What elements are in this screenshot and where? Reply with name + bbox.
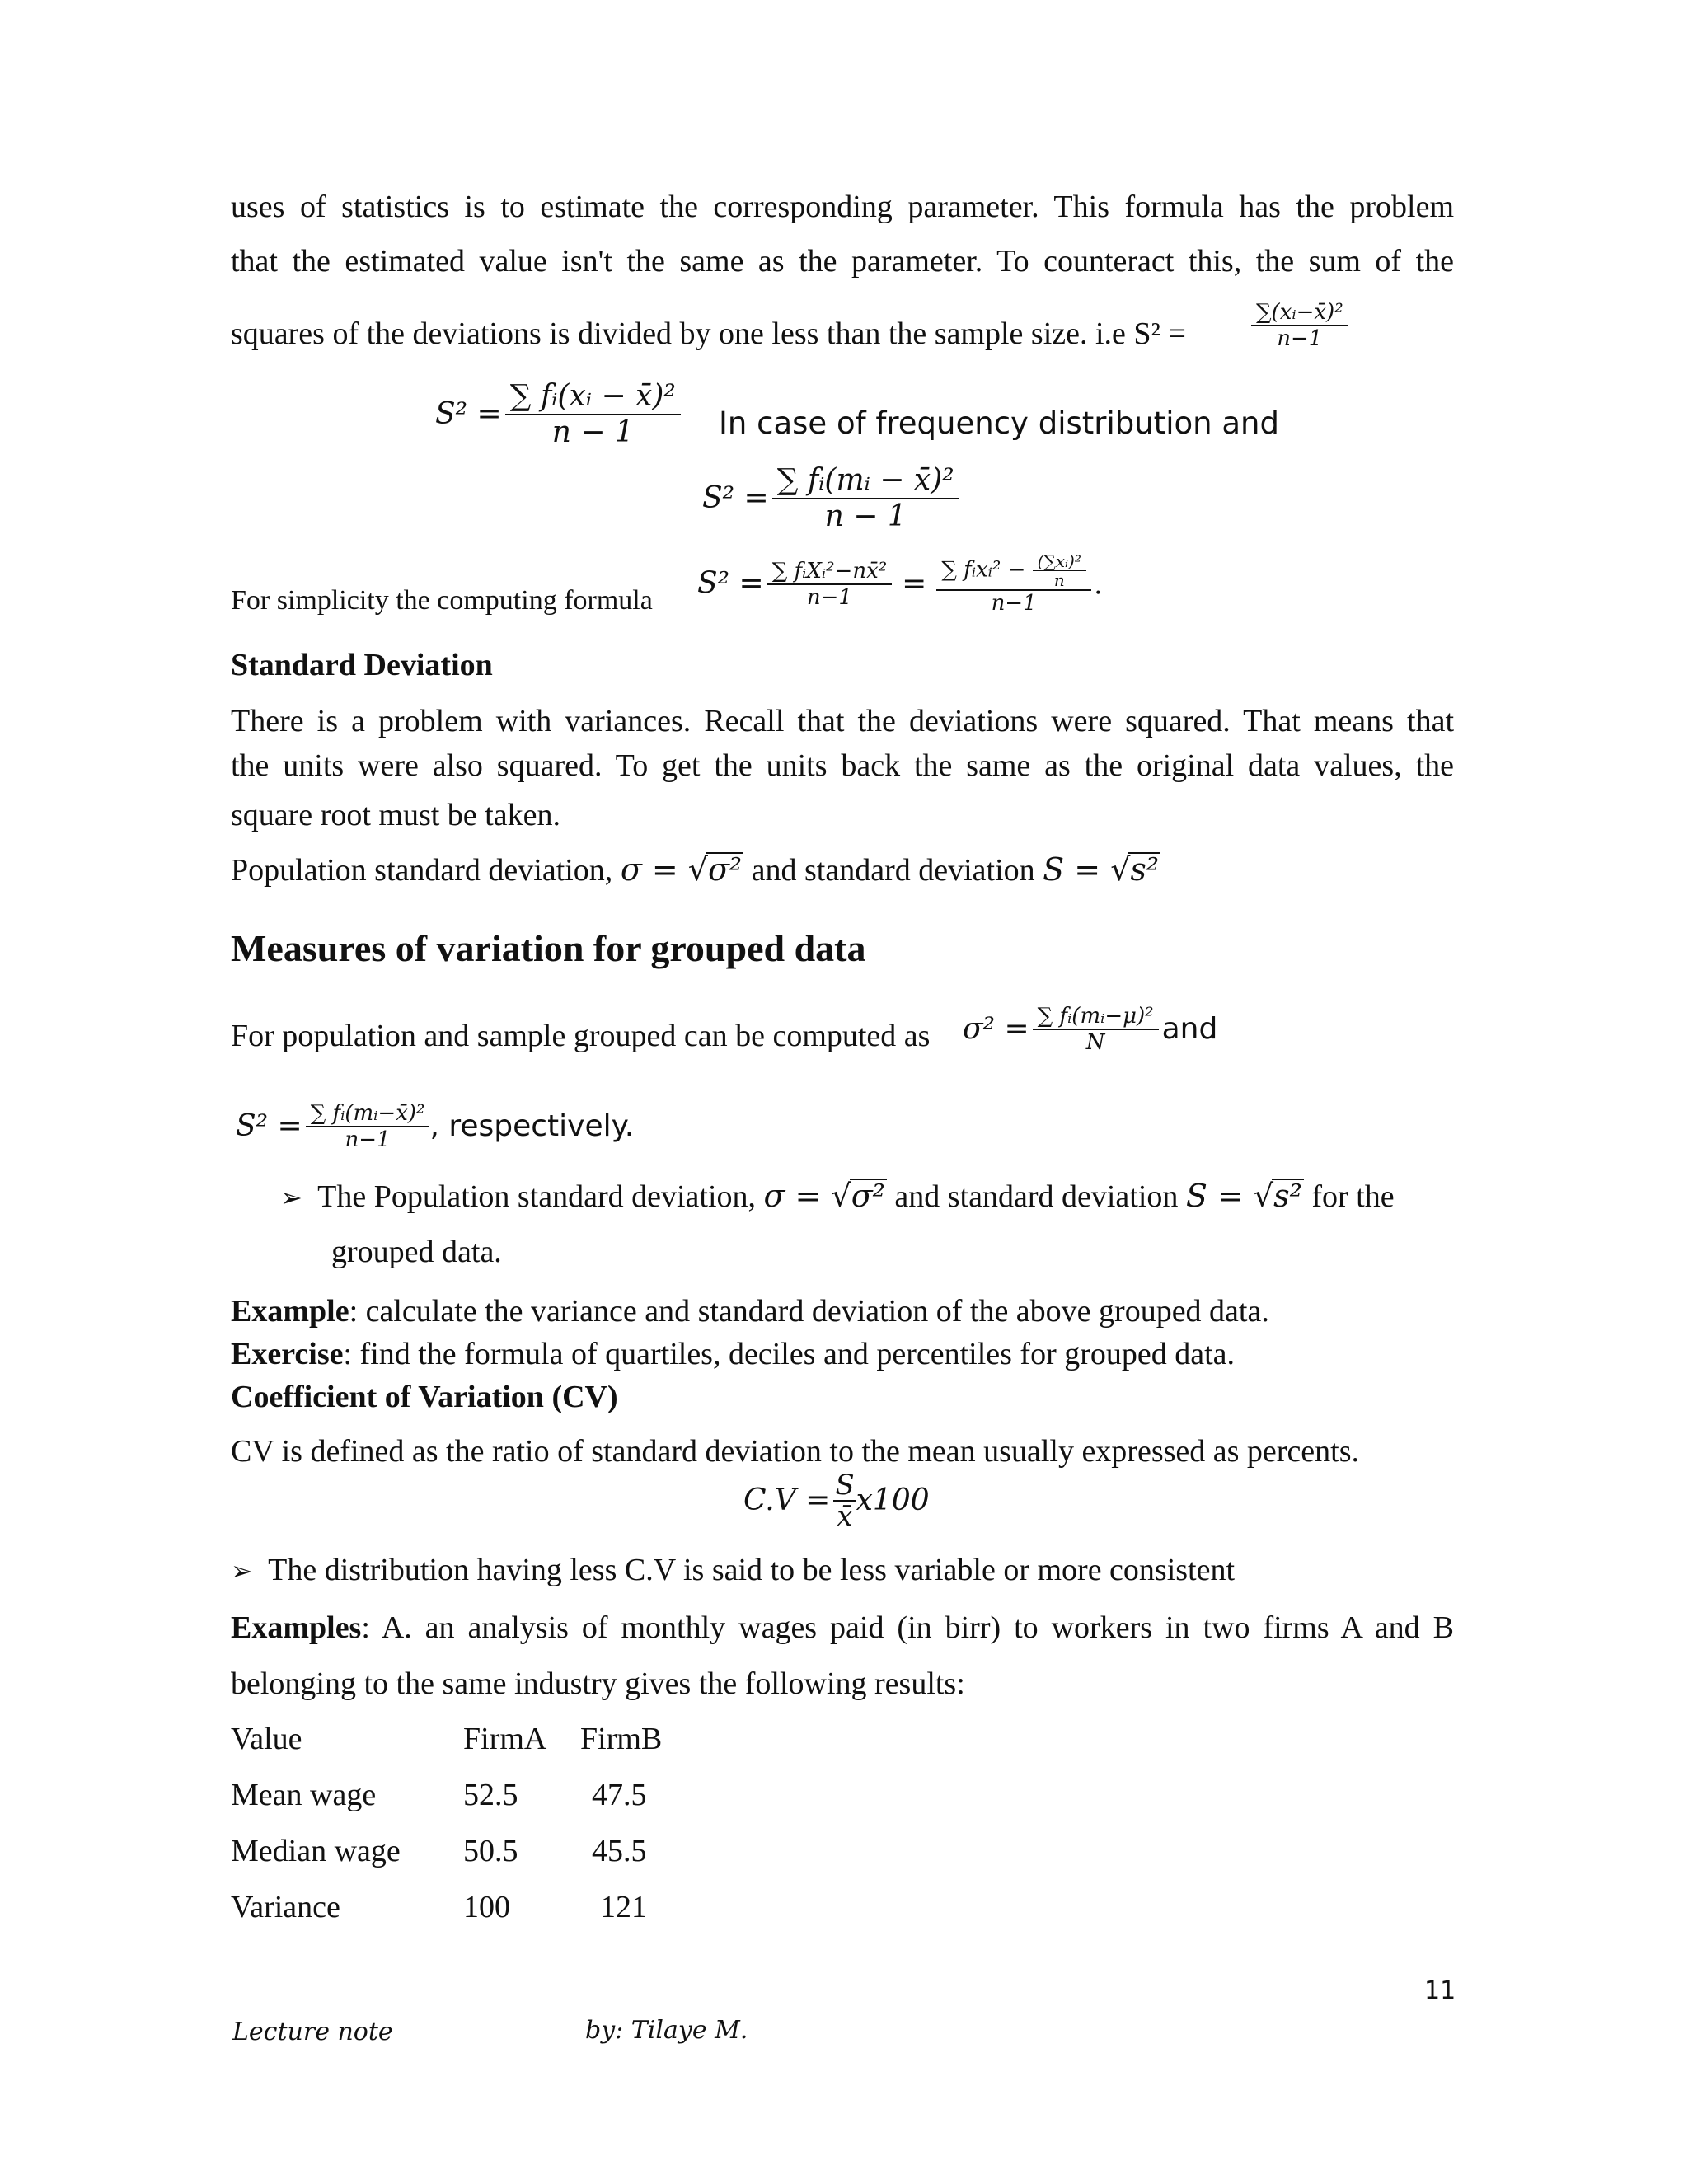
table-cell: 121	[600, 1890, 647, 1924]
computing-formula	[697, 552, 1102, 616]
cv-bullet-text: The distribution having less C.V is said to be less variable or more consistent	[268, 1553, 1236, 1587]
bullet-end: for the	[1311, 1179, 1395, 1214]
computing-label: For simplicity the computing formula	[231, 585, 653, 616]
table-cell: Variance	[231, 1890, 340, 1924]
formula-denominator: n−1	[345, 1127, 391, 1152]
pop-formula: σ = √	[620, 851, 708, 888]
table-cell: 47.5	[592, 1778, 647, 1812]
sample-grouped-formula	[236, 1101, 634, 1152]
table-cell: 100	[463, 1890, 510, 1924]
equals-sign: =	[902, 566, 927, 601]
cv-line1: CV is defined as the ratio of standard deviation to the mean usually expressed as percents.	[231, 1434, 1360, 1469]
bullet-text: The Population standard deviation,	[317, 1179, 757, 1214]
formula-denominator: n−1	[806, 584, 852, 610]
cv-formula	[743, 1470, 930, 1531]
formula-numerator: ∑ fᵢxᵢ² −	[941, 557, 1026, 583]
table-cell: 52.5	[463, 1778, 518, 1812]
formula-numerator: S	[835, 1469, 855, 1502]
mid-text: and standard deviation	[751, 853, 1035, 888]
table-row	[231, 1767, 704, 1823]
exercise-label: Exercise	[231, 1337, 344, 1371]
formula-denominator: n − 1	[551, 415, 634, 449]
formula-lhs: S² =	[702, 481, 769, 515]
formula-lhs: S² =	[236, 1109, 302, 1143]
fraction-numerator: ∑(xᵢ−x̄)²	[1251, 300, 1348, 326]
period: .	[1094, 567, 1102, 601]
table-cell: Median wage	[231, 1834, 401, 1868]
bullet-radicand-1: σ²	[851, 1178, 885, 1214]
exercise-text: : find the formula of quartiles, deciles and percentiles for grouped data.	[343, 1337, 1236, 1371]
table-cell: 45.5	[592, 1834, 647, 1868]
std-dev-line1: There is a problem with variances. Recall that the deviations were squared. That means that	[231, 704, 1454, 738]
inner-numerator: (∑xᵢ)²	[1033, 552, 1086, 571]
grouped-line1: For population and sample grouped can be computed as	[231, 1019, 931, 1053]
formula-rhs: x100	[856, 1483, 930, 1517]
cv-title: Coefficient of Variation (CV)	[231, 1380, 618, 1414]
std-dev-line3: square root must be taken.	[231, 798, 560, 832]
formula-lhs: C.V =	[743, 1483, 831, 1517]
table-header-row	[231, 1711, 704, 1767]
examples2-line2: belonging to the same industry gives the following results:	[231, 1666, 965, 1701]
table-header-cell: Value	[231, 1722, 302, 1756]
grouped-heading: Measures of variation for grouped data	[231, 927, 866, 969]
examples-label: Examples	[231, 1610, 362, 1645]
table-header-cell: FirmB	[580, 1722, 663, 1756]
formula-frequency	[435, 379, 681, 450]
formula-numerator: ∑ fᵢXᵢ²−nx̄²	[767, 559, 892, 585]
formula-denominator: n−1	[991, 591, 1037, 616]
std-dev-title: Standard Deviation	[231, 648, 493, 682]
and-text: and	[1161, 1012, 1218, 1046]
footer-author: by: Tilaye M.	[585, 2016, 748, 2045]
para1-line1: uses of statistics is to estimate the corresponding parameter. This formula has the problem	[231, 190, 1454, 224]
table-cell: 50.5	[463, 1834, 518, 1868]
formula-numerator: ∑ fᵢ(mᵢ−μ)²	[1033, 1004, 1159, 1030]
page-number: 11	[1424, 1976, 1456, 2005]
arrow-bullet-icon: ➢	[231, 1556, 253, 1586]
exercise-line	[231, 1338, 1235, 1370]
examples2-line1	[231, 1612, 1454, 1643]
formula-lhs: S² =	[435, 397, 502, 431]
grouped-bullet-line2: grouped data.	[331, 1235, 502, 1269]
examples-text: : A. an analysis of monthly wages paid (in birr) to workers in two firms A and B	[361, 1610, 1454, 1645]
footer-left: Lecture note	[232, 2018, 393, 2046]
table-header-cell: FirmA	[463, 1722, 547, 1756]
example-line	[231, 1296, 1269, 1327]
formula-numerator: ∑ fᵢ(xᵢ − x̄)²	[505, 379, 681, 415]
sample-formula: S = √	[1043, 851, 1131, 888]
example-text: : calculate the variance and standard deviation of the above grouped data.	[349, 1294, 1269, 1329]
sample-radicand: s²	[1130, 851, 1160, 888]
para1-fraction	[1251, 300, 1348, 351]
inner-denominator: n	[1053, 570, 1065, 590]
table-row	[231, 1879, 704, 1935]
pop-radicand: σ²	[707, 851, 743, 888]
pop-label: Population standard deviation,	[231, 853, 613, 888]
formula-denominator: n − 1	[824, 499, 907, 533]
frequency-note: In case of frequency distribution and	[719, 405, 1279, 441]
formula-numerator: ∑ fᵢ(mᵢ−x̄)²	[306, 1101, 430, 1127]
std-dev-line2: the units were also squared. To get the units back the same as the original data values, the	[231, 748, 1454, 783]
para1-line2: that the estimated value isn't the same as the parameter. To counteract this, the sum of the	[231, 244, 1454, 279]
example-label: Example	[231, 1294, 349, 1329]
cv-bullet	[231, 1554, 1235, 1586]
wages-table	[231, 1711, 704, 1935]
table-cell: Mean wage	[231, 1778, 377, 1812]
formula-lhs: S² =	[697, 566, 764, 601]
population-sd-line	[231, 852, 1160, 886]
formula-midpoint	[702, 463, 959, 534]
sigma-formula	[963, 1004, 1217, 1055]
bullet-formula-2: S = √	[1185, 1178, 1274, 1214]
fraction-denominator: n−1	[1277, 326, 1323, 351]
formula-denominator: x̄	[837, 1500, 853, 1533]
arrow-bullet-icon: ➢	[280, 1183, 302, 1212]
respectively-text: , respectively.	[429, 1109, 635, 1143]
formula-numerator: ∑ fᵢ(mᵢ − x̄)²	[772, 463, 959, 499]
bullet-radicand-2: s²	[1273, 1178, 1302, 1214]
formula-lhs: σ² =	[963, 1012, 1029, 1046]
bullet-formula-1: σ = √	[763, 1178, 851, 1214]
table-row	[231, 1823, 704, 1879]
grouped-bullet	[280, 1179, 1395, 1213]
formula-denominator: N	[1085, 1030, 1105, 1055]
bullet-mid: and standard deviation	[894, 1179, 1179, 1214]
para1-line3: squares of the deviations is divided by one less than the sample size. i.e S² =	[231, 316, 1186, 351]
